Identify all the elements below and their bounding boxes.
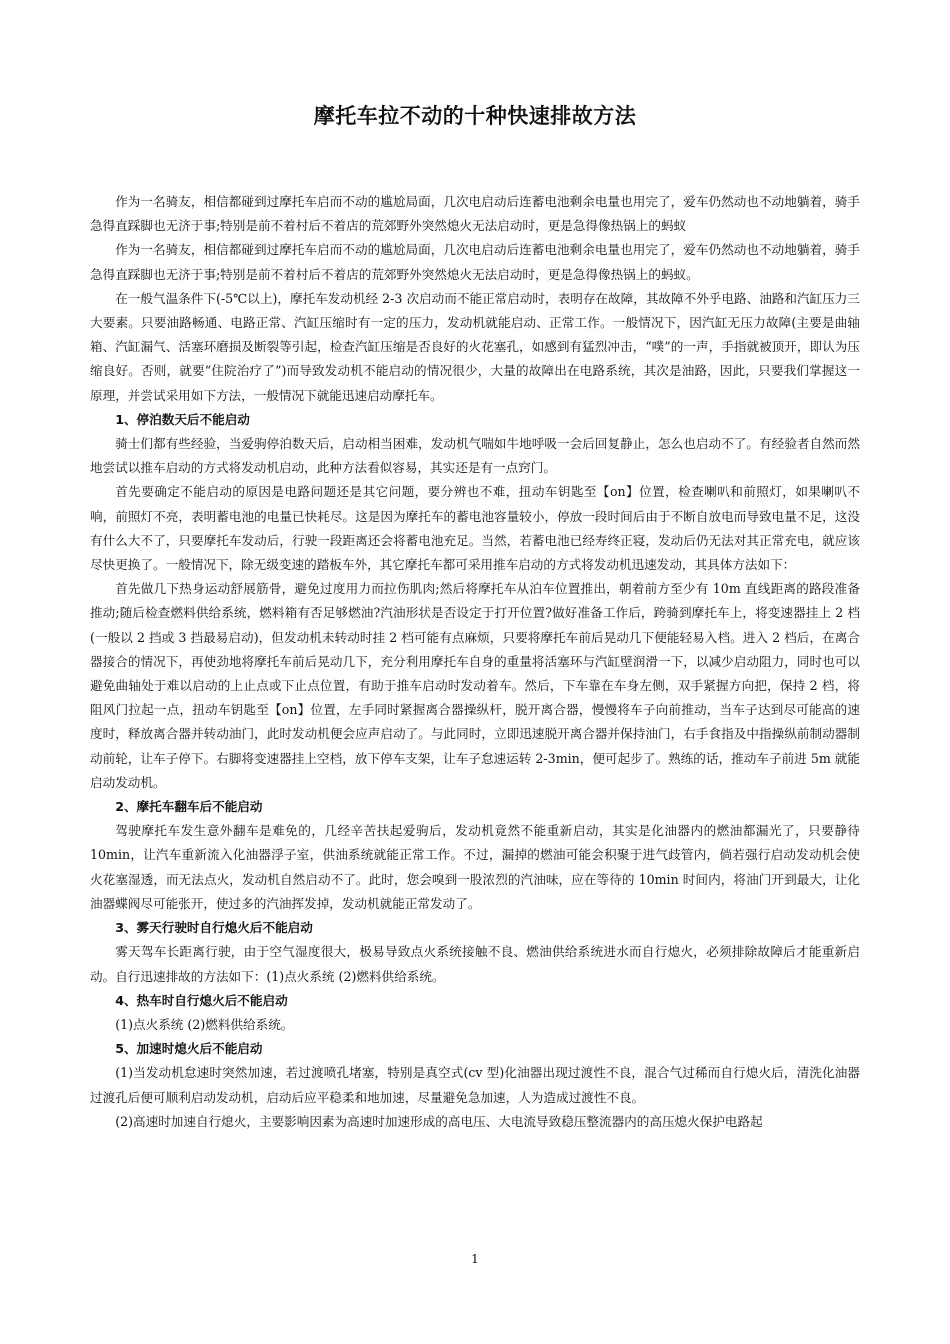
section-paragraph: 雾天驾车长距离行驶，由于空气湿度很大，极易导致点火系统接触不良、燃油供给系统进水而自行熄火，必须排除故障后才能重新启动。自行迅速排故的方法如下：(1)点火系统 (2)燃料供给系统。: [90, 944, 860, 984]
section-paragraph: (1)当发动机怠速时突然加速，若过渡喷孔堵塞，特别是真空式(cv 型)化油器出现过渡性不良，混合气过稀而自行熄火后，清洗化油器过渡孔后便可顺利启动发动机，启动后应平稳柔和地加速，尽量避免急加速，人为造成过渡性不良。: [90, 1065, 860, 1105]
section-heading: 3、雾天行驶时自行熄火后不能启动: [115, 920, 313, 936]
section-paragraph: 驾驶摩托车发生意外翻车是难免的，几经辛苦扶起爱驹后，发动机竟然不能重新启动，其实是化油器内的燃油都漏光了，只要静待 10min，让汽车重新流入化油器浮子室，供油系统就能正常工作。不过，漏掉的燃油可能会积聚于进气歧管内，倘若强行启动发动机会使火花塞湿透，而无法点火，发动机自然启动不了。此时，您会嗅到一股浓烈的汽油味，应在等待的 10min 时间内，将油门开到最大，让化油器蝶阀尽可能张开，使过多的汽油挥发掉，发动机就能正常发动了。: [90, 823, 860, 911]
section-paragraph: 骑士们都有些经验，当爱驹停泊数天后，启动相当困难，发动机气喘如牛地呼吸一会后回复静止，怎么也启动不了。有经验者自然而然地尝试以推车启动的方式将发动机启动，此种方法看似容易，其实还是有一点窍门。: [90, 436, 860, 476]
section-paragraph: (1)点火系统 (2)燃料供给系统。: [115, 1016, 294, 1032]
page-number: 1: [471, 1252, 479, 1266]
section-paragraph: 首先做几下热身运动舒展筋骨，避免过度用力而拉伤肌肉;然后将摩托车从泊车位置推出，朝着前方至少有 10m 直线距离的路段准备推动;随后检查燃料供给系统，燃料箱有否足够燃油?汽油形状是否设定于打开位置?做好准备工作后，跨骑到摩托车上，将变速器挂上 2 档(一般以 2 挡或 3 挡最易启动)，但发动机未转动时挂 2 档可能有点麻烦，只要将摩托车前后晃动几下便能轻易入档。进入 2 档后，在离合器接合的情况下，再使劲地将摩托车前后晃动几下，充分利用摩托车自身的重量将活塞环与汽缸壁润滑一下，以减少启动阻力，同时也可以避免曲轴处于难以启动的上止点或下止点位置，有助于推车启动时发动着车。然后，下车靠在车身左侧，双手紧握方向把，保持 2 档，将阻风门拉起一点，扭动车钥匙至【on】位置，左手同时紧握离合器操纵杆，脱开离合器，慢慢将车子向前推动，当车子达到尽可能高的速度时，释放离合器并转动油门，此时发动机便会应声启动了。与此同时，立即迅速脱开离合器并保持油门，右手食指及中指操纵前制动器制动前轮，让车子停下。右脚将变速器挂上空档，放下停车支架，让车子怠速运转 2-3min，便可起步了。熟练的话，推动车子前进 5m 就能启动发动机。: [90, 581, 860, 790]
section-heading: 5、加速时熄火后不能启动: [115, 1041, 263, 1057]
intro-paragraph: 在一般气温条件下(-5℃以上)，摩托车发动机经 2-3 次启动而不能正常启动时，表明存在故障，其故障不外乎电路、油路和汽缸压力三大要素。只要油路畅通、电路正常、汽缸压缩时有一定的压力，发动机就能启动、正常工作。一般情况下，因汽缸无压力故障(主要是曲轴箱、汽缸漏气、活塞环磨损及断裂等引起，检查汽缸压缩是否良好的火花塞孔，如感到有猛烈冲击，“噗”的一声，手指就被顶开，即认为压缩良好。否则，就要“住院治疗了”)而导致发动机不能启动的情况很少，大量的故障出在电路系统，其次是油路，因此，只要我们掌握这一原理，并尝试采用如下方法，一般情况下就能迅速启动摩托车。: [90, 290, 860, 403]
section-heading: 4、热车时自行熄火后不能启动: [115, 992, 288, 1008]
intro-paragraph: 作为一名骑友，相信都碰到过摩托车启而不动的尴尬局面，几次电启动后连蓄电池剩余电量也用完了，爱车仍然动也不动地躺着，骑手急得直踩脚也无济于事;特别是前不着村后不着店的荒郊野外突然熄火无法启动时，更是急得像热锅上的蚂蚁: [90, 194, 860, 234]
document-body: [90, 190, 860, 1134]
section-paragraph: (2)高速时加速自行熄火，主要影响因素为高速时加速形成的高电压、大电流导致稳压整流器内的高压熄火保护电路起: [115, 1113, 763, 1129]
section-heading: 1、停泊数天后不能启动: [115, 411, 250, 427]
section-heading: 2、摩托车翻车后不能启动: [115, 799, 263, 815]
section-paragraph: 首先要确定不能启动的原因是电路问题还是其它问题，要分辨也不难，扭动车钥匙至【on】位置，检查喇叭和前照灯，如果喇叭不响，前照灯不亮，表明蓄电池的电量已快耗尽。这是因为摩托车的蓄电池容量较小，停放一段时间后由于不断自放电而导致电量不足，这没有什么大不了，只要摩托车发动后，行驶一段距离还会将蓄电池充足。当然，若蓄电池已经寿终正寝，发动后仍无法对其正常充电，就应该尽快更换了。一般情况下，除无级变速的踏板车外，其它摩托车都可采用推车启动的方式将发动机迅速发动，其具体方法如下：: [90, 484, 860, 573]
document-title: 摩托车拉不动的十种快速排故方法: [313, 104, 637, 128]
intro-paragraph: 作为一名骑友，相信都碰到过摩托车启而不动的尴尬局面，几次电启动后连蓄电池剩余电量也用完了，爱车仍然动也不动地躺着，骑手急得直踩脚也无济于事;特别是前不着村后不着店的荒郊野外突然熄火无法启动时，更是急得像热锅上的蚂蚁。: [90, 242, 860, 282]
